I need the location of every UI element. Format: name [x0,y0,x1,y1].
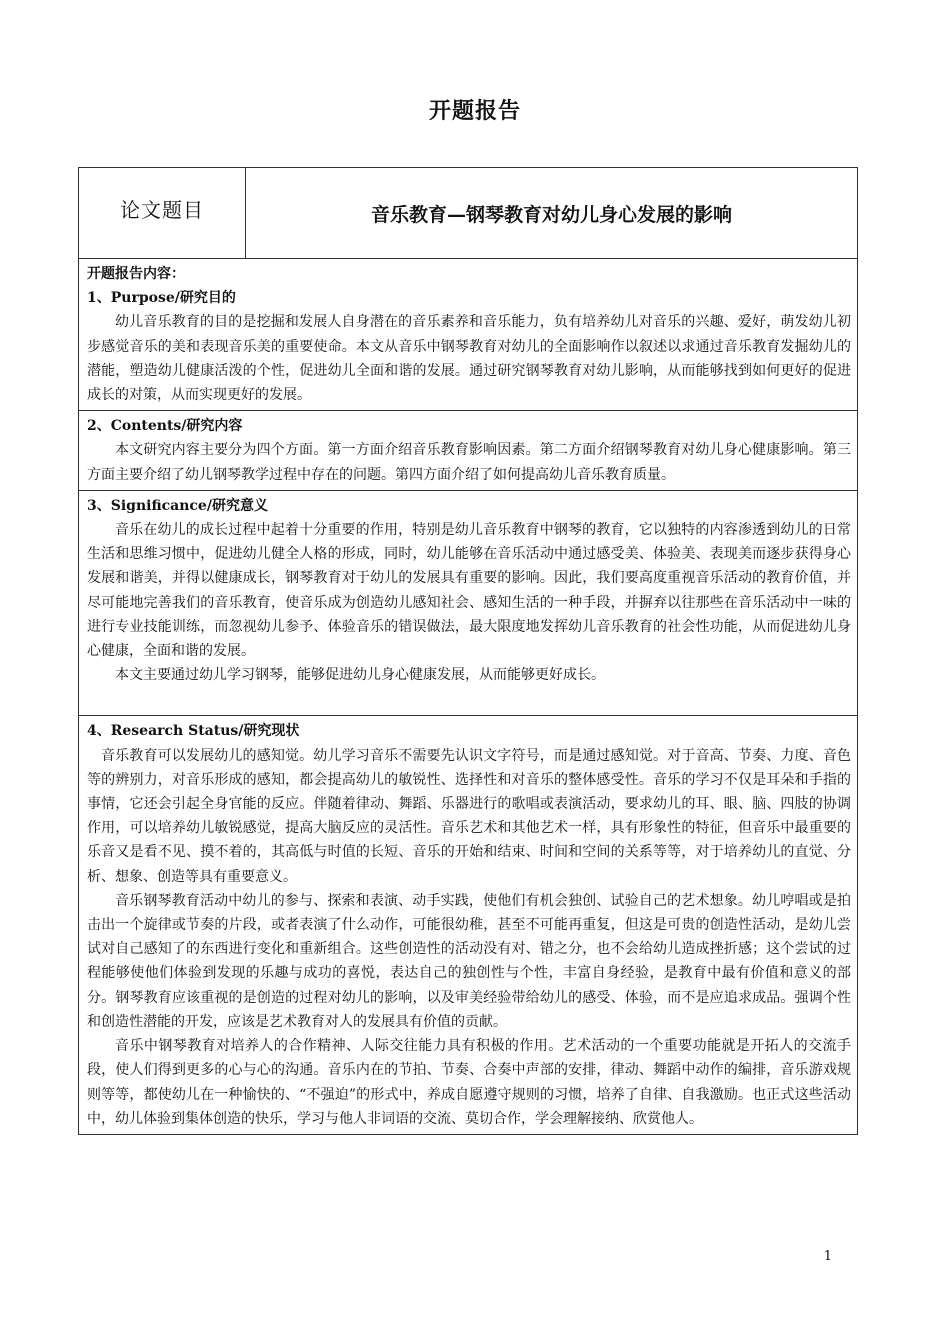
section-row-significance [79,490,858,716]
section-contents [79,411,858,491]
section-heading: 1、Purpose/研究目的 [87,290,236,307]
section-paragraph: 幼儿音乐教育的目的是挖掘和发展人自身潜在的音乐素养和音乐能力，负有培养幼儿对音乐的兴趣、爱好，萌发幼儿初步感觉音乐的美和表现音乐美的重要使命。本文从音乐中钢琴教育对幼儿的全面影响作以叙述以求通过音乐教育发掘幼儿的潜能，塑造幼儿健康活泼的个性，促进幼儿全面和谐的发展。通过研究钢琴教育对幼儿影响，从而能够找到如何更好的促进成长的对策，从而实现更好的发展。 [87,314,851,404]
section-paragraph: 音乐教育可以发展幼儿的感知觉。幼儿学习音乐不需要先认识文字符号，而是通过感知觉。对于音高、节奏、力度、音色等的辨别力，对音乐形成的感知，都会提高幼儿的敏锐性、选择性和对音乐的整体感受性。音乐的学习不仅是耳朵和手指的事情，它还会引起全身官能的反应。伴随着律动、舞蹈、乐器进行的歌唱或表演活动，要求幼儿的耳、眼、脑、四肢的协调作用，可以培养幼儿敏锐感觉，提高大脑反应的灵活性。音乐艺术和其他艺术一样，具有形象性的特征，但音乐中最重要的乐音又是看不见、摸不着的，其高低与时值的长短、音乐的开始和结束、时间和空间的关系等等，对于培养幼儿的直觉、分析、想象、创造等具有重要意义。 [87,747,851,885]
topic-row [79,168,858,259]
topic-value-cell [246,168,858,259]
section-row-status [79,716,858,1134]
topic-label-cell [79,168,246,259]
section-paragraph: 本文主要通过幼儿学习钢琴，能够促进幼儿身心健康发展，从而能够更好成长。 [115,667,605,684]
section-heading: 4、Research Status/研究现状 [87,723,300,740]
topic-value: 音乐教育—钢琴教育对幼儿身心发展的影响 [370,203,732,226]
page-title: 开题报告 [428,98,521,124]
section-research-status [79,716,858,1134]
section-row-purpose [79,259,858,411]
topic-label: 论文题目 [120,197,204,222]
section-row-contents [79,411,858,491]
section-paragraph: 音乐中钢琴教育对培养人的合作精神、人际交往能力具有积极的作用。艺术活动的一个重要功能就是开拓人的交流手段，使人们得到更多的心与心的沟通。音乐内在的节拍、节奏、合奏中声部的安排，律动、舞蹈中动作的编排，音乐游戏规则等等，都使幼儿在一种愉快的、“不强迫”的形式中，养成自愿遵守规则的习惯，培养了自律、自我激励。也正式这些活动中，幼儿体验到集体创造的快乐，学习与他人非词语的交流、莫切合作，学会理解接纳、欣赏他人。 [87,1038,851,1127]
section-paragraph: 音乐在幼儿的成长过程中起着十分重要的作用，特别是幼儿音乐教育中钢琴的教育，它以独特的内容渗透到幼儿的日常生活和思维习惯中，促进幼儿健全人格的形成，同时，幼儿能够在音乐活动中通过感受美、体验美、表现美而逐步获得身心发展和谐美，并得以健康成长，钢琴教育对于幼儿的发展具有重要的影响。因此，我们要高度重视音乐活动的教育价值，并尽可能地完善我们的音乐教育，使音乐成为创造幼儿感知社会、感知生活的一种手段，并摒弃以往那些在音乐活动中一味的进行专业技能训练，而忽视幼儿参予、体验音乐的错误做法，最大限度地发挥幼儿音乐教育的社会性功能，从而促进幼儿身心健康，全面和谐的发展。 [87,522,851,660]
section-paragraph: 音乐钢琴教育活动中幼儿的参与、探索和表演、动手实践，使他们有机会独创、试验自己的艺术想象。幼儿哼唱或是拍击出一个旋律或节奏的片段，或者表演了什么动作，可能很幼稚，甚至不可能再重复，但这是可贵的创造性活动，是幼儿尝试对自己感知了的东西进行变化和重新组合。这些创造性的活动没有对、错之分，也不会给幼儿造成挫折感；这个尝试的过程能够使他们体验到发现的乐趣与成功的喜悦，表达自己的独创性与个性，丰富自身经验，是教育中最有价值和意义的部分。钢琴教育应该重视的是创造的过程对幼儿的影响，以及审美经验带给幼儿的感受、体验，而不是应追求成品。强调个性和创造性潜能的开发，应该是艺术教育对人的发展具有价值的贡献。 [87,892,851,1030]
section-heading: 3、Significance/研究意义 [87,497,268,514]
report-table [78,167,858,1135]
section-purpose [79,259,858,411]
section-paragraph: 本文研究内容主要分为四个方面。第一方面介绍音乐教育影响因素。第二方面介绍钢琴教育对幼儿身心健康影响。第三方面主要介绍了幼儿钢琴教学过程中存在的问题。第四方面介绍了如何提高幼儿音乐教育质量。 [87,442,851,483]
page-number: 1 [823,1249,832,1264]
section-heading: 2、Contents/研究内容 [87,418,243,435]
section-significance [79,490,858,716]
content-heading: 开题报告内容： [87,266,185,282]
